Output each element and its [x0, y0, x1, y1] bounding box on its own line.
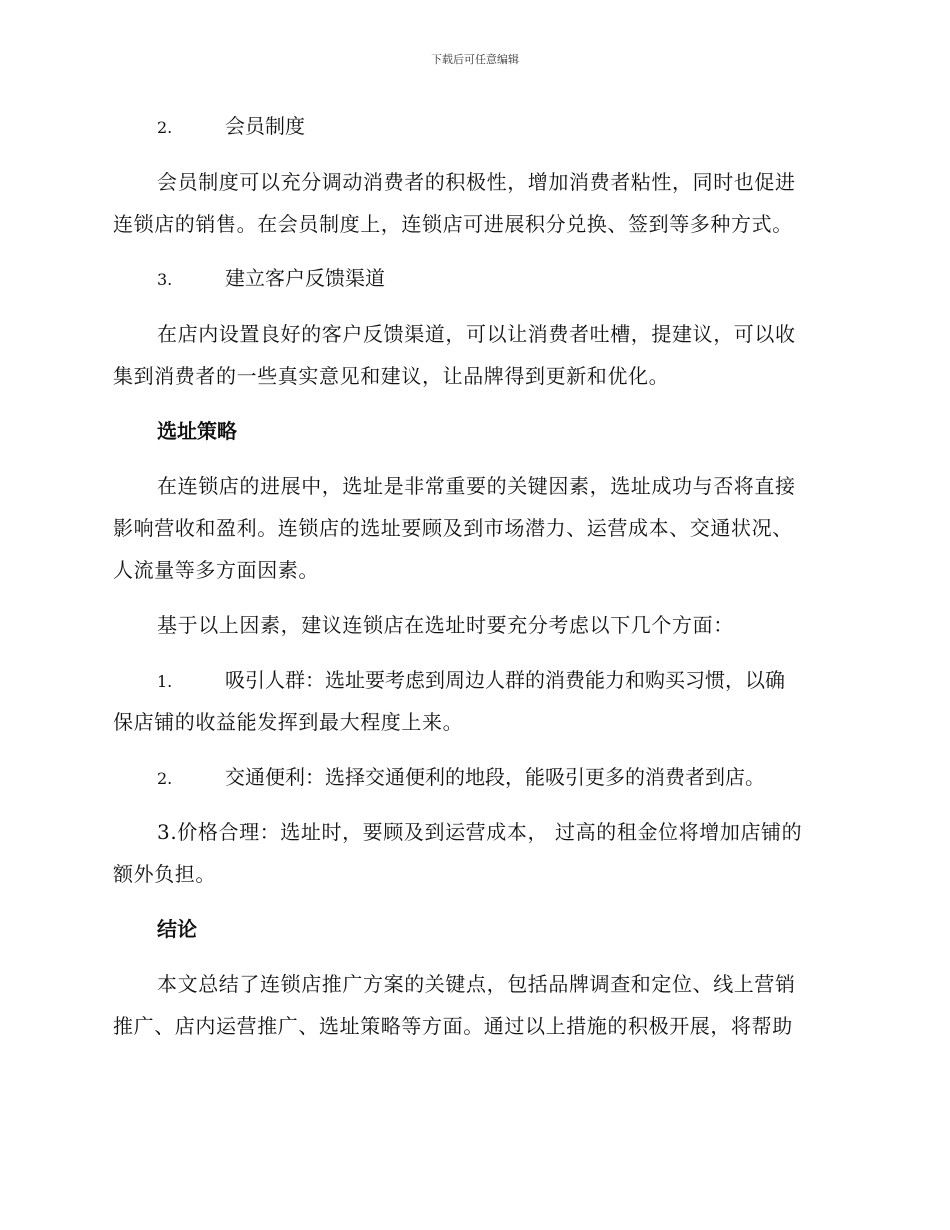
- paragraph-feedback: [113, 313, 837, 397]
- paragraph-site: [113, 465, 837, 591]
- list-item-membership: [157, 105, 305, 149]
- paragraph-line: 本文总结了连锁店推广方案的关键点，包括品牌调查和定位、线上营销: [157, 972, 796, 996]
- paragraph-line: 3.价格合理：选址时，要顾及到运营成本， 过高的租金位将增加店铺的: [157, 820, 803, 844]
- paragraph-line: 在连锁店的进展中，选址是非常重要的关键因素，选址成功与否将直接: [157, 474, 796, 498]
- paragraph-line: 保店铺的收益能发挥到最大程度上来。: [113, 710, 464, 734]
- paragraph-line: 会员制度可以充分调动消费者的积极性，增加消费者粘性，同时也促进: [157, 170, 796, 194]
- list-number: 2.: [157, 769, 173, 788]
- page-header: 下载后可任意编辑: [431, 53, 519, 66]
- list-item-text: 交通便利：选择交通便利的地段，能吸引更多的消费者到店。: [225, 765, 765, 789]
- list-number: 2.: [157, 118, 173, 137]
- paragraph-line: 集到消费者的一些真实意见和建议，让品牌得到更新和优化。: [113, 364, 670, 388]
- list-item-traffic: [157, 756, 765, 800]
- paragraph-line: 额外负担。: [113, 862, 216, 886]
- list-item-text: 建立客户反馈渠道: [225, 266, 385, 290]
- list-item-feedback: [157, 257, 385, 301]
- list-number: 3.: [157, 270, 173, 289]
- list-item-attract: [157, 659, 785, 703]
- paragraph-membership: [113, 161, 837, 245]
- paragraph-line: 连锁店的销售。在会员制度上，连锁店可进展积分兑换、签到等多种方式。: [113, 212, 793, 236]
- paragraph-line: 推广、店内运营推广、选址策略等方面。通过以上措施的积极开展，将帮助: [113, 1014, 793, 1038]
- paragraph-price: [113, 811, 837, 895]
- paragraph-line: 在店内设置良好的客户反馈渠道，可以让消费者吐槽，提建议，可以收: [157, 322, 796, 346]
- list-item-text: 会员制度: [225, 114, 305, 138]
- section-heading-site-strategy: 选址策略: [157, 419, 237, 443]
- paragraph-based-on: [113, 604, 837, 646]
- list-item-text: 吸引人群：选址要考虑到周边人群的消费能力和购买习惯，以确: [225, 668, 785, 692]
- paragraph-line: 影响营收和盈利。连锁店的选址要顾及到市场潜力、运营成本、交通状况、: [113, 516, 793, 540]
- paragraph-conclusion: [113, 963, 837, 1047]
- paragraph-line: 人流量等多方面因素。: [113, 558, 319, 582]
- list-item-attract-continuation: [113, 701, 837, 743]
- list-number: 1.: [157, 672, 173, 691]
- paragraph-line: 基于以上因素，建议连锁店在选址时要充分考虑以下几个方面：: [157, 613, 734, 637]
- section-heading-conclusion: 结论: [157, 917, 197, 941]
